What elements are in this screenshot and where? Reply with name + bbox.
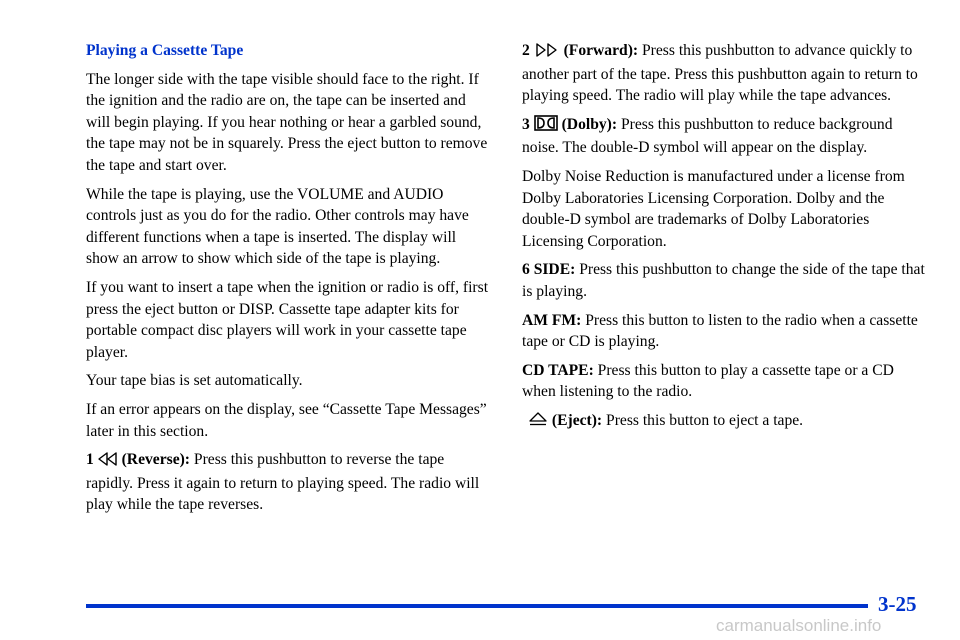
eject-label: (Eject):: [551, 411, 603, 429]
dolby-entry: [522, 114, 926, 159]
side-entry: [522, 259, 926, 302]
eject-entry: [522, 410, 926, 434]
amfm-text: Press this button to listen to the radio when a cassette tape or CD is playing.: [522, 311, 918, 351]
paragraph-tape-bias: Your tape bias is set automatically.: [86, 372, 303, 390]
reverse-entry: [86, 449, 490, 516]
dolby-label: (Dolby):: [561, 115, 618, 133]
amfm-entry: [522, 310, 926, 353]
reverse-label: (Reverse):: [121, 451, 190, 469]
reverse-text: Press this pushbutton to reverse the tape rapidly. Press it again to return to playing speed. The radio will play while the tape reverses.: [86, 451, 480, 514]
forward-entry: [522, 40, 926, 107]
footer-rule: [86, 604, 868, 608]
amfm-label: AM FM:: [522, 311, 582, 329]
eject-icon: [528, 411, 548, 434]
paragraph-tape-insertion: The longer side with the tape visible should face to the right. If the ignition and the radio are on, the tape can be inserted and will begin playing. If you hear nothing or hear a garbled sound, the tape may not be in squarely. Press the eject button to remove the tape and start over.: [86, 70, 488, 174]
paragraph-volume-audio: While the tape is playing, use the VOLUME and AUDIO controls just as you do for the radio. Other controls may have different functions when a tape is inserted. The display will show an arrow to show which side of the tape is playing.: [86, 185, 469, 268]
reverse-number: 1: [86, 451, 94, 469]
forward-label: (Forward):: [563, 42, 639, 59]
paragraph-error-messages: If an error appears on the display, see “Cassette Tape Messages” later in this section.: [86, 400, 487, 440]
forward-text: Press this pushbutton to advance quickly to another part of the tape. Press this pushbutton again to return to playing speed. The radio will play while the tape advances.: [522, 42, 918, 105]
dolby-text: Press this pushbutton to reduce background noise. The double‑D symbol will appear on the display.: [522, 115, 893, 157]
left-column: [86, 40, 490, 523]
paragraph-insert-when-off: If you want to insert a tape when the ignition or radio is off, first press the eject button or DISP. Cassette tape adapter kits for portable compact disc players will work in your cassette tape player.: [86, 278, 489, 361]
dolby-double-d-icon: [534, 115, 558, 138]
right-column: [522, 40, 926, 441]
forward-number: 2: [522, 42, 530, 59]
eject-text: Press this button to eject a tape.: [606, 411, 804, 429]
page-number: 3-25: [878, 592, 917, 616]
section-heading: Playing a Cassette Tape: [86, 42, 244, 59]
rewind-icon: [98, 451, 118, 473]
side-text: Press this pushbutton to change the side of the tape that is playing.: [522, 261, 925, 300]
paragraph-dolby-license: Dolby Noise Reduction is manufactured under a license from Dolby Laboratories Licensing Corporation. Dolby and the double‑D symbol are trademarks of Dolby Laboratories Licensing Corporation.: [522, 167, 905, 250]
fast-forward-icon: [534, 42, 560, 64]
cdtape-label: CD TAPE:: [522, 361, 594, 379]
cdtape-entry: [522, 360, 926, 403]
watermark: carmanualsonline.info: [716, 616, 882, 635]
side-label: 6 SIDE:: [522, 261, 576, 279]
cdtape-text: Press this button to play a cassette tape or a CD when listening to the radio.: [522, 361, 894, 401]
dolby-number: 3: [522, 115, 530, 133]
